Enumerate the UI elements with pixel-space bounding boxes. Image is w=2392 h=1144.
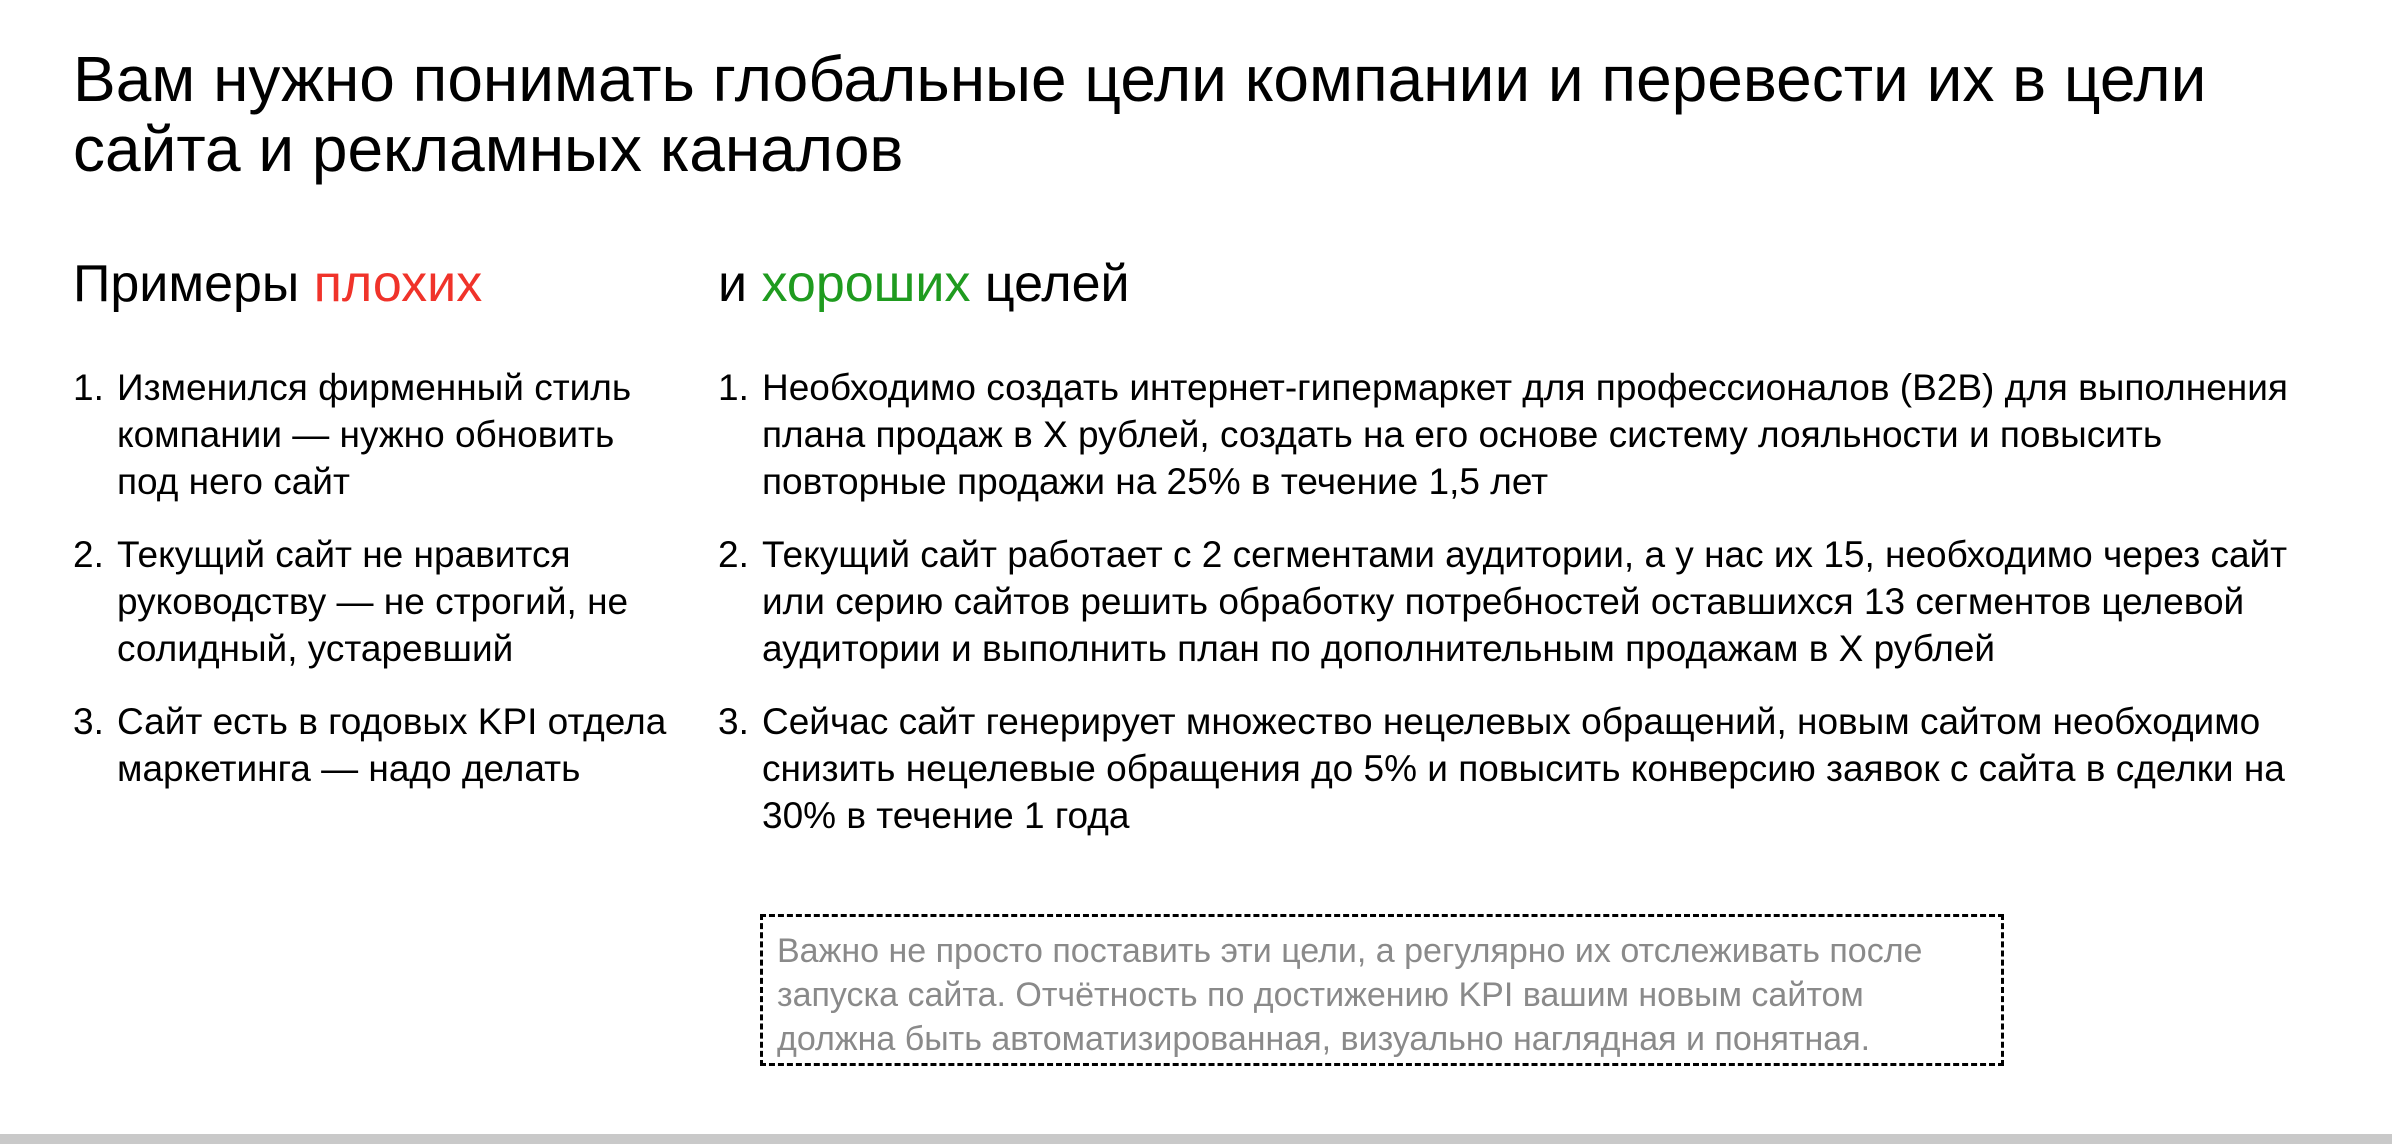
list-item	[73, 698, 673, 792]
bad-examples-list	[73, 364, 673, 792]
good-examples-list	[718, 364, 2338, 839]
list-item-number: 3.	[718, 701, 749, 742]
good-heading-suffix: целей	[970, 255, 1130, 313]
list-item-number: 1.	[73, 367, 104, 408]
list-item-number: 2.	[718, 534, 749, 575]
list-item	[718, 531, 2338, 672]
list-item-text: Изменился фирменный стиль компании — нужно обновить под него сайт	[117, 367, 632, 502]
list-item	[73, 531, 673, 672]
list-item	[73, 364, 673, 505]
list-item-number: 3.	[73, 701, 104, 742]
bottom-edge-bar	[0, 1134, 2392, 1144]
list-item-text: Текущий сайт не нравится руководству — не строгий, не солидный, устаревший	[117, 534, 629, 669]
good-examples-heading	[718, 252, 1130, 316]
list-item	[718, 698, 2338, 839]
list-item	[718, 364, 2338, 505]
bad-examples-heading	[73, 252, 482, 316]
slide-title: Вам нужно понимать глобальные цели компании и перевести их в цели сайта и рекламных каналов	[73, 43, 2207, 185]
list-item-text: Сейчас сайт генерирует множество нецелевых обращений, новым сайтом необходимо снизить нецелевые обращения до 5% и повысить конверсию заявок с сайта в сделки на 30% в течение 1 года	[762, 701, 2285, 836]
list-item-number: 2.	[73, 534, 104, 575]
good-heading-prefix: и	[718, 255, 762, 313]
bad-heading-highlight: плохих	[313, 255, 483, 313]
kpi-note-box: Важно не просто поставить эти цели, а регулярно их отслеживать после запуска сайта. Отчётность по достижению KPI вашим новым сайтом должна быть автоматизированная, визуально наглядная и понятная.	[760, 914, 2004, 1066]
list-item-text: Текущий сайт работает с 2 сегментами аудитории, а у нас их 15, необходимо через сайт или серию сайтов решить обработку потребностей оставшихся 13 сегментов целевой аудитории и выполнить план по дополнительным продажам в Х рублей	[762, 534, 2288, 669]
list-item-text: Сайт есть в годовых KPI отдела маркетинга — надо делать	[117, 701, 667, 789]
good-heading-highlight: хороших	[761, 255, 971, 313]
list-item-text: Необходимо создать интернет-гипермаркет для профессионалов (B2B) для выполнения плана продаж в Х рублей, создать на его основе систему лояльности и повысить повторные продажи на 25% в течение 1,5 лет	[762, 367, 2288, 502]
list-item-number: 1.	[718, 367, 749, 408]
bad-heading-prefix: Примеры	[73, 255, 314, 313]
